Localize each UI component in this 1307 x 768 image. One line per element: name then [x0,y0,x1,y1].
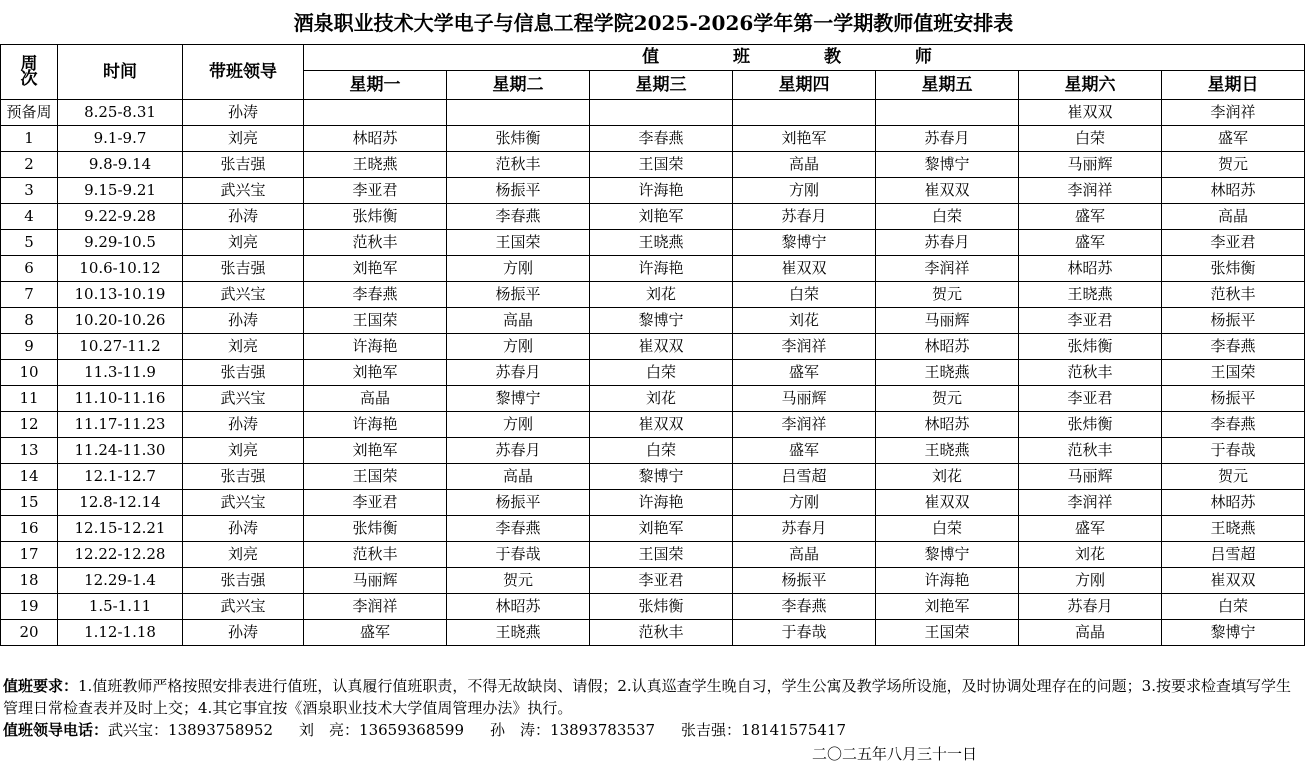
duty-cell: 王国荣 [590,152,733,178]
header-day-thu: 星期四 [733,71,876,100]
table-row [1,126,1305,152]
duty-cell: 苏春月 [733,516,876,542]
duty-cell: 许海艳 [590,490,733,516]
duty-cell: 王晓燕 [876,438,1019,464]
date-cell: 9.29-10.5 [58,230,183,256]
duty-cell: 李春燕 [1162,412,1305,438]
duty-cell: 方刚 [447,412,590,438]
duty-cell: 盛军 [1162,126,1305,152]
duty-cell: 张炜衡 [304,516,447,542]
week-cell: 15 [1,490,58,516]
duty-cell: 白荣 [876,516,1019,542]
duty-cell: 刘艳军 [590,516,733,542]
duty-cell: 于春哉 [1162,438,1305,464]
page-title: 酒泉职业技术大学电子与信息工程学院2025-2026学年第一学期教师值班安排表 [293,11,1014,35]
duty-cell: 杨振平 [447,178,590,204]
week-cell: 11 [1,386,58,412]
duty-cell: 苏春月 [447,360,590,386]
requirements-paragraph [3,675,1303,719]
date-cell: 12.15-12.21 [58,516,183,542]
duty-cell [447,100,590,126]
leader-cell: 张吉强 [183,152,304,178]
duty-cell: 马丽辉 [1019,464,1162,490]
duty-cell: 苏春月 [447,438,590,464]
duty-cell: 黎博宁 [447,386,590,412]
leader-cell: 武兴宝 [183,386,304,412]
header-row-top [1,45,1305,71]
requirements-label: 值班要求： [3,677,79,695]
duty-cell: 白荣 [876,204,1019,230]
duty-cell: 王国荣 [1162,360,1305,386]
week-cell: 19 [1,594,58,620]
table-row [1,334,1305,360]
week-cell: 预备周 [1,100,58,126]
duty-cell: 王国荣 [876,620,1019,646]
date-cell: 9.8-9.14 [58,152,183,178]
phone-name-2: 刘 亮： [299,721,360,739]
table-row [1,360,1305,386]
requirements-text: 1.值班教师严格按照安排表进行值班，认真履行值班职责，不得无故缺岗、请假；2.认真巡查学生晚自习，学生公寓及教学场所设施，及时协调处理存在的问题；3.按要求检查填写学生管理日常检查表并及时上交；4.其它事宜按《酒泉职业技术大学值周管理办法》执行。 [3,677,1291,717]
week-cell: 7 [1,282,58,308]
table-row [1,178,1305,204]
duty-cell: 张炜衡 [1019,334,1162,360]
duty-cell: 李春燕 [733,594,876,620]
duty-cell: 崔双双 [876,178,1019,204]
duty-cell: 于春哉 [733,620,876,646]
duty-cell: 刘花 [1019,542,1162,568]
week-cell: 4 [1,204,58,230]
table-row [1,594,1305,620]
table-row [1,438,1305,464]
week-cell: 2 [1,152,58,178]
week-cell: 16 [1,516,58,542]
duty-cell: 黎博宁 [1162,620,1305,646]
duty-cell: 白荣 [1162,594,1305,620]
duty-cell: 许海艳 [590,256,733,282]
duty-cell: 吕雪超 [1162,542,1305,568]
table-row [1,568,1305,594]
duty-cell: 张炜衡 [1019,412,1162,438]
week-cell: 6 [1,256,58,282]
duty-cell: 吕雪超 [733,464,876,490]
duty-cell: 黎博宁 [733,230,876,256]
duty-cell: 于春哉 [447,542,590,568]
duty-cell: 方刚 [447,334,590,360]
header-time: 时间 [58,45,183,100]
duty-cell: 范秋丰 [1019,360,1162,386]
week-cell: 20 [1,620,58,646]
duty-cell: 林昭苏 [447,594,590,620]
date-cell: 10.6-10.12 [58,256,183,282]
date-cell: 12.1-12.7 [58,464,183,490]
duty-cell: 黎博宁 [876,542,1019,568]
duty-cell: 黎博宁 [876,152,1019,178]
duty-cell: 贺元 [876,282,1019,308]
duty-cell: 马丽辉 [304,568,447,594]
leader-cell: 武兴宝 [183,178,304,204]
duty-cell: 林昭苏 [304,126,447,152]
duty-cell: 林昭苏 [1162,178,1305,204]
duty-cell: 崔双双 [590,412,733,438]
duty-cell: 李润祥 [1019,178,1162,204]
leader-cell: 刘亮 [183,230,304,256]
table-row [1,516,1305,542]
duty-cell: 高晶 [447,308,590,334]
duty-cell: 刘花 [590,282,733,308]
leader-cell: 武兴宝 [183,594,304,620]
duty-cell: 刘艳军 [304,438,447,464]
duty-cell: 许海艳 [304,412,447,438]
duty-cell: 杨振平 [1162,386,1305,412]
table-row [1,412,1305,438]
duty-cell: 刘艳军 [733,126,876,152]
duty-cell [590,100,733,126]
duty-cell: 白荣 [1019,126,1162,152]
header-week-text: 周次 [20,54,38,89]
duty-cell: 马丽辉 [1019,152,1162,178]
duty-cell: 贺元 [447,568,590,594]
date-cell: 12.8-12.14 [58,490,183,516]
duty-cell: 李春燕 [447,204,590,230]
duty-cell: 黎博宁 [590,464,733,490]
date-cell: 11.3-11.9 [58,360,183,386]
leader-cell: 刘亮 [183,126,304,152]
duty-cell: 马丽辉 [876,308,1019,334]
header-leader: 带班领导 [183,45,304,100]
duty-cell: 范秋丰 [1162,282,1305,308]
header-day-tue: 星期二 [447,71,590,100]
date-cell: 1.12-1.18 [58,620,183,646]
duty-cell: 杨振平 [733,568,876,594]
phones-label: 值班领导电话： [3,721,109,739]
duty-cell: 王晓燕 [1162,516,1305,542]
duty-cell: 高晶 [733,542,876,568]
header-duty-teachers: 值 班 教 师 [304,45,1305,71]
duty-cell: 刘花 [590,386,733,412]
leader-cell: 孙涛 [183,100,304,126]
duty-cell: 方刚 [733,178,876,204]
leader-cell: 孙涛 [183,308,304,334]
duty-cell: 白荣 [590,438,733,464]
phone-name-3: 孙 涛： [490,721,551,739]
duty-cell: 张炜衡 [447,126,590,152]
duty-cell: 盛军 [1019,516,1162,542]
duty-cell: 范秋丰 [447,152,590,178]
date-cell: 8.25-8.31 [58,100,183,126]
duty-cell: 高晶 [447,464,590,490]
leader-cell: 张吉强 [183,568,304,594]
date-cell: 11.24-11.30 [58,438,183,464]
duty-cell: 盛军 [733,360,876,386]
duty-cell: 李亚君 [1019,308,1162,334]
header-day-wed: 星期三 [590,71,733,100]
duty-cell: 贺元 [1162,152,1305,178]
duty-cell: 李春燕 [590,126,733,152]
date-cell: 9.15-9.21 [58,178,183,204]
date-cell: 9.22-9.28 [58,204,183,230]
duty-cell: 崔双双 [876,490,1019,516]
week-cell: 12 [1,412,58,438]
duty-cell: 盛军 [733,438,876,464]
week-cell: 3 [1,178,58,204]
duty-cell: 许海艳 [876,568,1019,594]
header-week [1,45,58,100]
leader-cell: 孙涛 [183,620,304,646]
duty-cell: 白荣 [733,282,876,308]
duty-cell: 林昭苏 [1019,256,1162,282]
week-cell: 13 [1,438,58,464]
date-cell: 12.29-1.4 [58,568,183,594]
duty-cell: 李润祥 [733,334,876,360]
date-cell: 10.20-10.26 [58,308,183,334]
table-row [1,282,1305,308]
week-cell: 17 [1,542,58,568]
duty-cell: 范秋丰 [304,230,447,256]
phone-name-4: 张吉强： [681,721,742,739]
duty-cell: 苏春月 [733,204,876,230]
duty-cell: 崔双双 [1019,100,1162,126]
leader-phones [3,719,1303,741]
duty-cell: 贺元 [876,386,1019,412]
duty-cell: 方刚 [1019,568,1162,594]
duty-cell: 王国荣 [590,542,733,568]
phone-number-4: 18141575417 [741,721,847,739]
table-row [1,386,1305,412]
duty-cell: 李亚君 [304,178,447,204]
duty-cell: 李亚君 [590,568,733,594]
duty-cell: 王晓燕 [876,360,1019,386]
duty-cell [733,100,876,126]
leader-cell: 武兴宝 [183,282,304,308]
duty-cell: 高晶 [1162,204,1305,230]
duty-cell: 苏春月 [1019,594,1162,620]
duty-cell: 李春燕 [304,282,447,308]
duty-cell: 李润祥 [304,594,447,620]
leader-cell: 张吉强 [183,464,304,490]
date-cell: 11.17-11.23 [58,412,183,438]
duty-cell: 崔双双 [733,256,876,282]
duty-cell: 贺元 [1162,464,1305,490]
duty-cell: 李亚君 [1162,230,1305,256]
duty-cell: 李春燕 [1162,334,1305,360]
duty-cell: 杨振平 [1162,308,1305,334]
duty-cell: 杨振平 [447,282,590,308]
phone-name-1: 武兴宝： [108,721,169,739]
duty-cell: 白荣 [590,360,733,386]
week-cell: 9 [1,334,58,360]
week-cell: 10 [1,360,58,386]
week-cell: 1 [1,126,58,152]
duty-cell: 刘花 [876,464,1019,490]
duty-cell: 王晓燕 [1019,282,1162,308]
duty-cell: 王国荣 [447,230,590,256]
phone-number-2: 13659368599 [359,721,465,739]
week-cell: 14 [1,464,58,490]
table-row [1,542,1305,568]
table-row [1,152,1305,178]
duty-cell: 李润祥 [1162,100,1305,126]
duty-cell: 林昭苏 [876,412,1019,438]
notes-section [3,675,1303,741]
leader-cell: 刘亮 [183,438,304,464]
week-cell: 8 [1,308,58,334]
table-row [1,490,1305,516]
duty-cell: 张炜衡 [1162,256,1305,282]
duty-cell: 刘艳军 [876,594,1019,620]
duty-cell: 李亚君 [304,490,447,516]
leader-cell: 孙涛 [183,204,304,230]
duty-cell: 王国荣 [304,308,447,334]
duty-cell: 高晶 [733,152,876,178]
duty-cell: 许海艳 [590,178,733,204]
week-cell: 5 [1,230,58,256]
duty-cell: 李润祥 [733,412,876,438]
duty-cell: 王晓燕 [590,230,733,256]
leader-cell: 武兴宝 [183,490,304,516]
duty-cell: 王晓燕 [304,152,447,178]
duty-cell: 李春燕 [447,516,590,542]
date-cell: 9.1-9.7 [58,126,183,152]
duty-cell: 盛军 [304,620,447,646]
duty-cell: 黎博宁 [590,308,733,334]
table-row [1,100,1305,126]
phone-number-3: 13893783537 [550,721,656,739]
duty-cell: 刘花 [733,308,876,334]
date-cell: 10.27-11.2 [58,334,183,360]
duty-cell: 方刚 [447,256,590,282]
duty-cell: 王国荣 [304,464,447,490]
header-day-fri: 星期五 [876,71,1019,100]
duty-cell: 李亚君 [1019,386,1162,412]
duty-cell: 李润祥 [876,256,1019,282]
duty-cell: 林昭苏 [1162,490,1305,516]
duty-cell: 杨振平 [447,490,590,516]
date-cell: 11.10-11.16 [58,386,183,412]
leader-cell: 张吉强 [183,360,304,386]
duty-cell: 盛军 [1019,230,1162,256]
header-day-sat: 星期六 [1019,71,1162,100]
duty-schedule-table [0,44,1305,646]
table-row [1,620,1305,646]
table-row [1,308,1305,334]
date-cell: 12.22-12.28 [58,542,183,568]
leader-cell: 孙涛 [183,516,304,542]
duty-cell: 林昭苏 [876,334,1019,360]
table-row [1,464,1305,490]
header-day-mon: 星期一 [304,71,447,100]
date-cell: 10.13-10.19 [58,282,183,308]
leader-cell: 张吉强 [183,256,304,282]
date-cell: 1.5-1.11 [58,594,183,620]
duty-cell: 方刚 [733,490,876,516]
duty-cell [876,100,1019,126]
document-date: 二〇二五年八月三十一日 [812,745,978,763]
duty-cell: 范秋丰 [1019,438,1162,464]
leader-cell: 刘亮 [183,542,304,568]
duty-cell: 刘艳军 [304,360,447,386]
duty-cell [304,100,447,126]
duty-cell: 高晶 [304,386,447,412]
duty-cell: 王晓燕 [447,620,590,646]
table-row [1,230,1305,256]
phone-number-1: 13893758952 [168,721,274,739]
leader-cell: 刘亮 [183,334,304,360]
duty-cell: 马丽辉 [733,386,876,412]
schedule-body [1,100,1305,646]
duty-cell: 范秋丰 [304,542,447,568]
table-row [1,204,1305,230]
table-row [1,256,1305,282]
duty-cell: 盛军 [1019,204,1162,230]
week-cell: 18 [1,568,58,594]
header-day-sun: 星期日 [1162,71,1305,100]
leader-cell: 孙涛 [183,412,304,438]
duty-cell: 刘艳军 [590,204,733,230]
duty-cell: 崔双双 [1162,568,1305,594]
duty-cell: 崔双双 [590,334,733,360]
duty-cell: 苏春月 [876,126,1019,152]
duty-cell: 张炜衡 [304,204,447,230]
duty-cell: 范秋丰 [590,620,733,646]
duty-cell: 张炜衡 [590,594,733,620]
duty-cell: 刘艳军 [304,256,447,282]
duty-cell: 苏春月 [876,230,1019,256]
duty-cell: 许海艳 [304,334,447,360]
duty-cell: 高晶 [1019,620,1162,646]
duty-cell: 李润祥 [1019,490,1162,516]
